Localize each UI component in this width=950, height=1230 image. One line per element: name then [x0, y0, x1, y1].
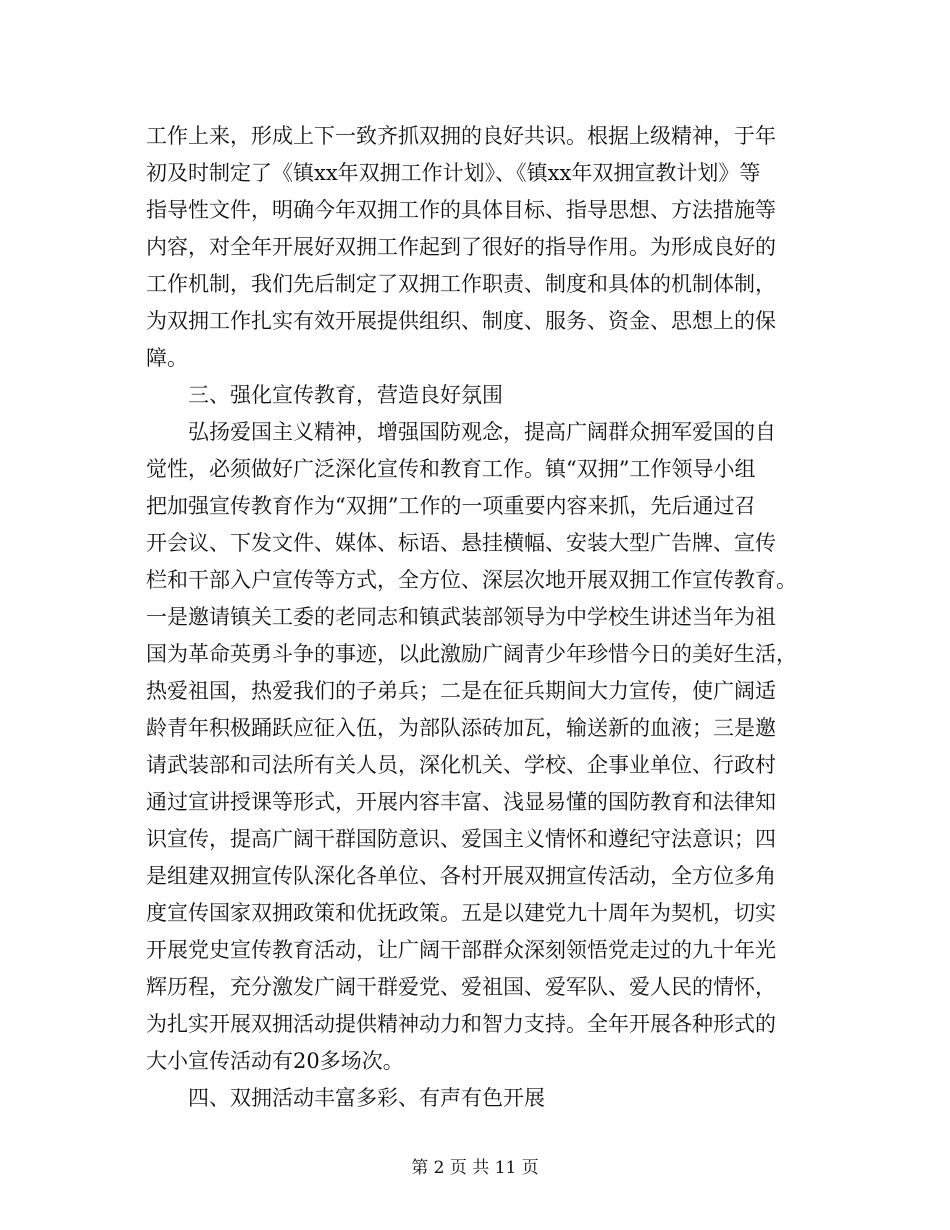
- text-line: 障。: [146, 346, 188, 370]
- page-footer: 第 2 页 共 11 页: [411, 1158, 539, 1178]
- text-line: 热爱祖国，热爱我们的子弟兵；二是在征兵期间大力宣传，使广阔适: [146, 679, 776, 703]
- text-line: 觉性，必须做好广泛深化宣传和教育工作。镇“双拥”工作领导小组: [146, 457, 756, 481]
- section-heading: 三、强化宣传教育，营造良好氛围: [188, 383, 503, 407]
- text-line: 工作机制，我们先后制定了双拥工作职责、制度和具体的机制体制，: [146, 272, 776, 296]
- text-line: 初及时制定了《镇xx年双拥工作计划》、《镇xx年双拥宣教计划》等: [146, 161, 761, 185]
- text-line: 开展党史宣传教育活动，让广阔干部群众深刻领悟党走过的九十年光: [146, 938, 776, 962]
- text-line: 国为革命英勇斗争的事迹，以此激励广阔青少年珍惜今日的美好生活，: [146, 642, 797, 666]
- text-line: 度宣传国家双拥政策和优抚政策。五是以建党九十周年为契机，切实: [146, 901, 776, 925]
- text-line: 通过宣讲授课等形式，开展内容丰富、浅显易懂的国防教育和法律知: [146, 790, 776, 814]
- text-line: 识宣传，提高广阔干群国防意识、爱国主义情怀和遵纪守法意识；四: [146, 827, 776, 851]
- section-heading: 四、双拥活动丰富多彩、有声有色开展: [188, 1086, 545, 1110]
- text-line: 一是邀请镇关工委的老同志和镇武装部领导为中学校生讲述当年为祖: [146, 605, 776, 629]
- text-line: 为双拥工作扎实有效开展提供组织、制度、服务、资金、思想上的保: [146, 309, 776, 333]
- text-line: 为扎实开展双拥活动提供精神动力和智力支持。全年开展各种形式的: [146, 1012, 776, 1036]
- text-line: 开会议、下发文件、媒体、标语、悬挂横幅、安装大型广告牌、宣传: [146, 531, 776, 555]
- text-line: 请武装部和司法所有关人员，深化机关、学校、企事业单位、行政村: [146, 753, 776, 777]
- text-line: 工作上来，形成上下一致齐抓双拥的良好共识。根据上级精神，于年: [146, 124, 776, 148]
- text-line: 大小宣传活动有20多场次。: [146, 1049, 404, 1073]
- text-line: 龄青年积极踊跃应征入伍，为部队添砖加瓦，输送新的血液；三是邀: [146, 716, 776, 740]
- text-line: 指导性文件，明确今年双拥工作的具体目标、指导思想、方法措施等: [146, 198, 776, 222]
- text-line: 弘扬爱国主义精神，增强国防观念，提高广阔群众拥军爱国的自: [188, 420, 776, 444]
- text-line: 辉历程，充分激发广阔干群爱党、爱祖国、爱军队、爱人民的情怀，: [146, 975, 776, 999]
- text-line: 是组建双拥宣传队深化各单位、各村开展双拥宣传活动，全方位多角: [146, 864, 776, 888]
- text-line: 内容，对全年开展好双拥工作起到了很好的指导作用。为形成良好的: [146, 235, 776, 259]
- text-line: 把加强宣传教育作为“双拥”工作的一项重要内容来抓，先后通过召: [146, 494, 756, 518]
- text-line: 栏和干部入户宣传等方式，全方位、深层次地开展双拥工作宣传教育。: [146, 568, 797, 592]
